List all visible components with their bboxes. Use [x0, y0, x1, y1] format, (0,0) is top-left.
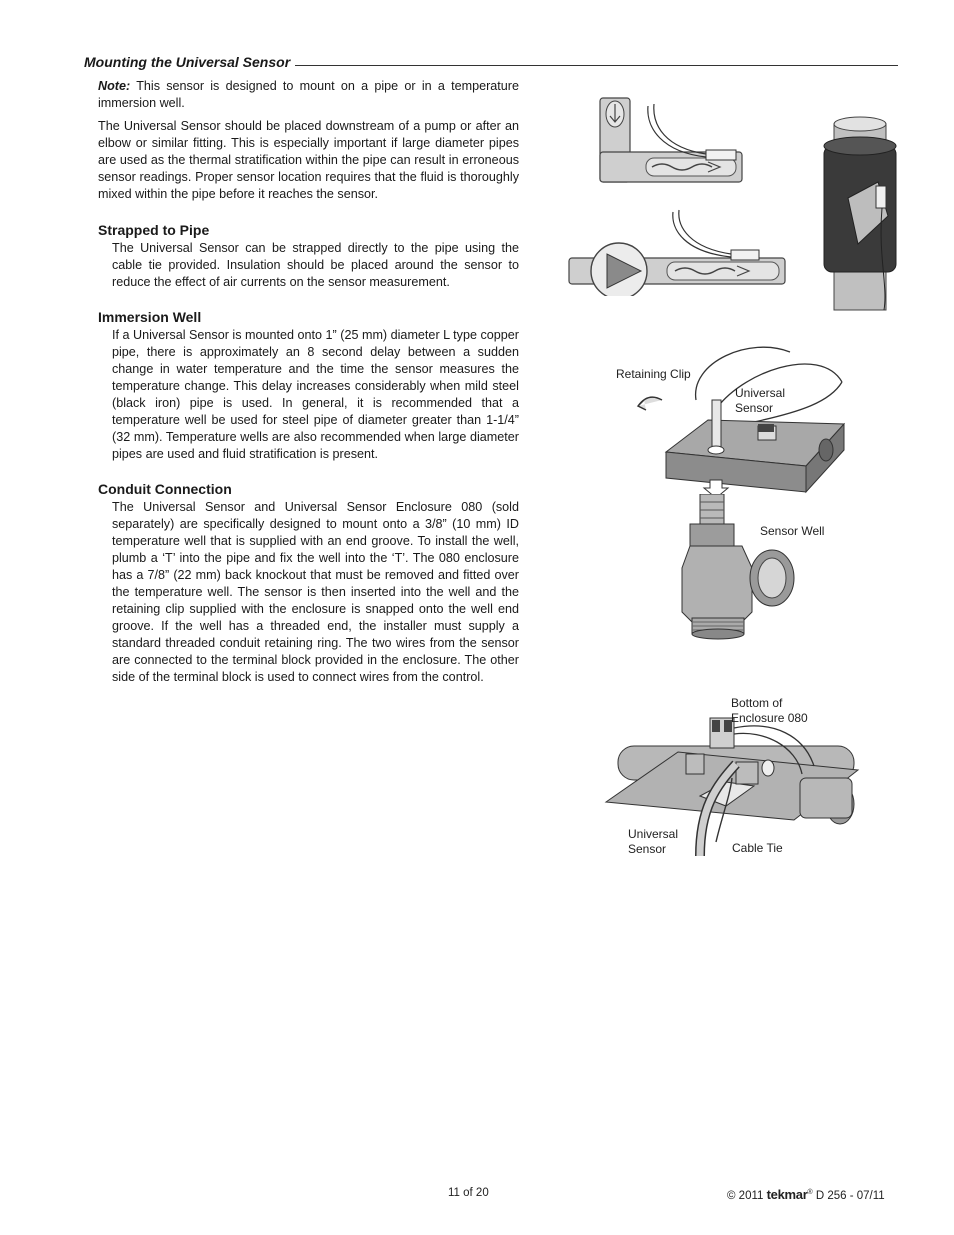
enclosure-exploded-illustration	[630, 342, 850, 502]
text-column	[98, 78, 519, 703]
note-text: This sensor is designed to mount on a pipe or in a temperature immersion well.	[98, 79, 519, 110]
page-number: 11 of 20	[448, 1187, 489, 1199]
registered-mark: ®	[807, 1189, 813, 1197]
subsection-title-conduit: Conduit Connection	[98, 481, 232, 497]
footer-doc-number: D 256 - 07/11	[815, 1190, 885, 1202]
sensor-well-illustration	[680, 494, 800, 644]
intro-paragraph: The Universal Sensor should be placed downstream of a pump or after an elbow or similar fitting. This is especially important if large diameter pipes are used as the thermal stratification within the pipe can result in erroneous sensor readings. Proper sensor location requires that the fluid is thoroughly mixed within the pipe before it reaches the sensor.	[98, 119, 519, 201]
brand-logo: tekmar	[766, 1187, 808, 1202]
insulated-pipe-illustration	[818, 116, 900, 312]
subsection-title-strapped: Strapped to Pipe	[98, 222, 210, 238]
footer-copyright: © 2011	[727, 1190, 764, 1202]
label-universal-sensor-bottom: Universal Sensor	[628, 827, 679, 856]
note-paragraph	[98, 78, 519, 112]
elbow-pipe-illustration	[596, 96, 746, 190]
section-header	[84, 53, 898, 71]
section-rule	[295, 65, 898, 66]
section-title: Mounting the Universal Sensor	[84, 54, 291, 70]
label-retaining-clip: Retaining Clip	[616, 367, 691, 381]
subsection-body-conduit: The Universal Sensor and Universal Sensor Enclosure 080 (sold separately) are specifically designed to mount onto a 3/8” (10 mm) ID temperature well that is supplied with an end groove. To install the well, plumb a ‘T’ into the pipe and fix the well into the ‘T’. The 080 enclosure has a 7/8” (22 mm) back knockout that must be removed and fitted over the temperature well. The sensor is then inserted into the well and the retaining clip supplied with the enclosure is snapped onto the well end groove. If the well has a threaded end, the installer must supply a standard threaded conduit retaining ring. The two wires from the sensor are connected to the terminal block provided in the enclosure. The other side of the terminal block is used to connect wires from the control.	[112, 500, 519, 684]
subsection-title-immersion: Immersion Well	[98, 309, 202, 325]
label-bottom-enclosure: Bottom of Enclosure 080	[731, 696, 808, 725]
note-label: Note:	[98, 79, 131, 93]
label-universal-sensor-top: Universal Sensor	[735, 386, 786, 415]
subsection-body-immersion: If a Universal Sensor is mounted onto 1” (25 mm) diameter L type copper pipe, there is approximately an 8 second delay between a sudden change in water temperature and the time the sensor measures the temperature change. This delay increases considerably when mild steel (black iron) pipe is used. In general, it is recommended that a temperature well be used for steel pipe of diameter greater than 1-1/4” (32 mm). Temperature wells are also recommended when large diameter pipes are used and fluid stratification is present.	[112, 328, 519, 461]
footer-doc-info	[727, 1187, 885, 1202]
label-cable-tie: Cable Tie	[732, 841, 783, 855]
subsection-body-strapped: The Universal Sensor can be strapped directly to the pipe using the cable tie provided. Insulation should be placed around the sensor to reduce the effect of air currents on the sensor measurement.	[112, 241, 519, 289]
label-sensor-well: Sensor Well	[760, 524, 825, 538]
pump-pipe-illustration	[567, 208, 787, 296]
